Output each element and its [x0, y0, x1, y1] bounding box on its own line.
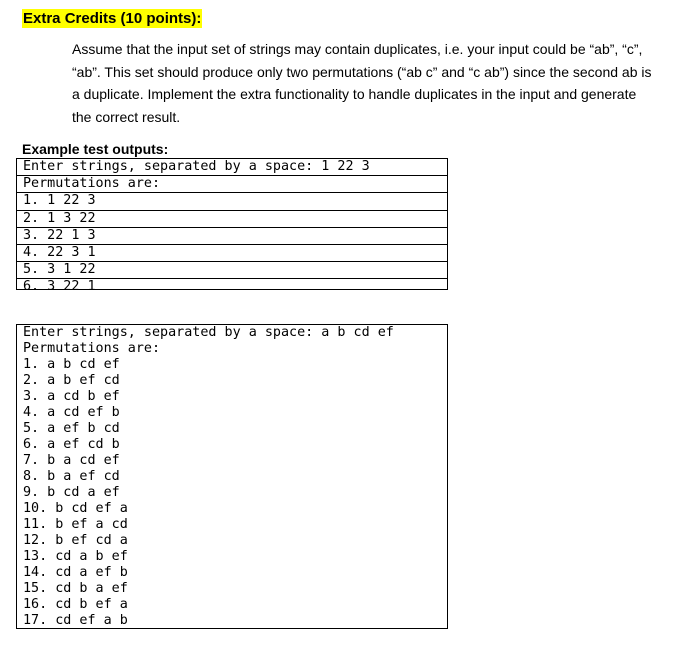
output-line: 10. b cd ef a — [23, 501, 128, 516]
output-line: Permutations are: — [17, 176, 447, 193]
output-line: 3. 22 1 3 — [17, 228, 447, 245]
output-line: 7. b a cd ef — [23, 453, 120, 468]
example-output-box-2 — [16, 324, 448, 629]
output-line: 2. a b ef cd — [23, 373, 120, 388]
paragraph-line: a duplicate. Implement the extra functionality to handle duplicates in the input and generate — [72, 86, 637, 102]
output-line: 9. b cd a ef — [23, 485, 120, 500]
output-line: Permutations are: — [23, 341, 161, 356]
output-line: 5. 3 1 22 — [17, 262, 447, 279]
output-line: 15. cd b a ef — [23, 581, 128, 596]
section-heading: Extra Credits (10 points): — [23, 10, 202, 27]
output-line: 1. a b cd ef — [23, 357, 120, 372]
output-line: 2. 1 3 22 — [17, 211, 447, 228]
output-line: 1. 1 22 3 — [17, 193, 447, 210]
output-line: 4. 22 3 1 — [17, 245, 447, 262]
output-line: 5. a ef b cd — [23, 421, 120, 436]
output-line: 17. cd ef a b — [23, 613, 128, 628]
output-line: Enter strings, separated by a space: 1 22 3 — [17, 159, 447, 176]
instructions-paragraph — [72, 38, 672, 128]
output-line: 12. b ef cd a — [23, 533, 128, 548]
example-output-box-1 — [16, 158, 448, 295]
paragraph-line: Assume that the input set of strings may contain duplicates, i.e. your input could be “ab”, “c”, — [72, 41, 643, 57]
example-outputs-heading: Example test outputs: — [22, 141, 169, 157]
output-line: 3. a cd b ef — [23, 389, 120, 404]
output-line: 16. cd b ef a — [23, 597, 128, 612]
output-line: 14. cd a ef b — [23, 565, 128, 580]
output-line: 13. cd a b ef — [23, 549, 128, 564]
paragraph-line: the correct result. — [72, 108, 181, 125]
output-line: Enter strings, separated by a space: a b cd ef — [23, 325, 394, 340]
output-line: 8. b a ef cd — [23, 469, 120, 484]
output-line: 11. b ef a cd — [23, 517, 128, 532]
output-line: 6. 3 22 1 — [23, 279, 96, 295]
output-line: 4. a cd ef b — [23, 405, 120, 420]
paragraph-line: “ab”. This set should produce only two permutations (“ab c” and “c ab”) since the second ab is — [72, 63, 652, 80]
output-line: 6. a ef cd b — [23, 437, 120, 452]
